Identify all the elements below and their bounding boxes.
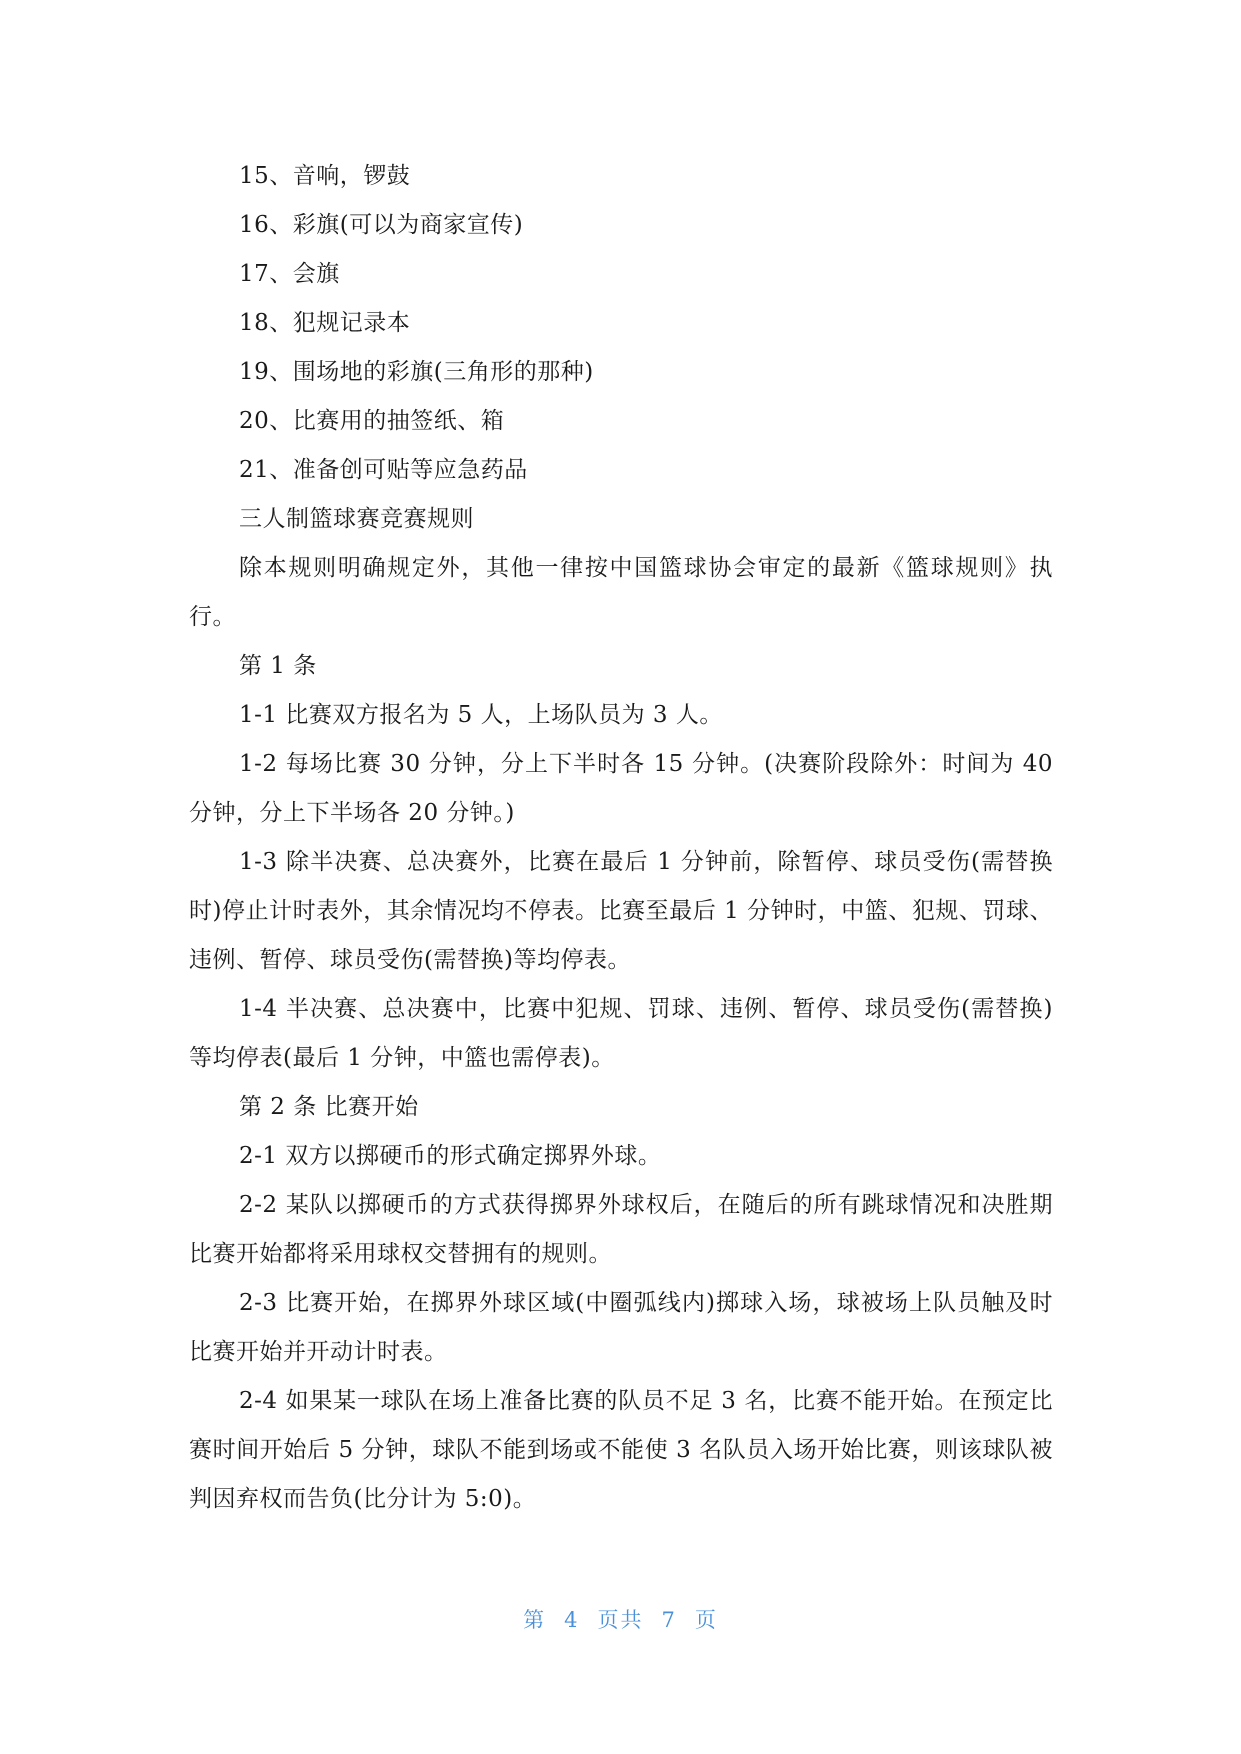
list-item: 18、犯规记录本	[239, 310, 411, 336]
list-item: 15、音响，锣鼓	[239, 163, 411, 189]
list-item: 21、准备创可贴等应急药品	[239, 457, 528, 483]
clause-2-2: 2-2 某队以掷硬币的方式获得掷界外球权后，在随后的所有跳球情况和决胜期比赛开始都将采用球权交替拥有的规则。	[189, 1192, 1053, 1267]
clause-2-4: 2-4 如果某一球队在场上准备比赛的队员不足 3 名，比赛不能开始。在预定比赛时间开始后 5 分钟，球队不能到场或不能使 3 名队员入场开始比赛，则该球队被判因弃权而告负(比分计为 5:0)。	[189, 1388, 1053, 1512]
clause-1-1: 1-1 比赛双方报名为 5 人，上场队员为 3 人。	[239, 702, 723, 728]
section-title: 三人制篮球赛竞赛规则	[239, 506, 474, 532]
clause-1-3: 1-3 除半决赛、总决赛外，比赛在最后 1 分钟前，除暂停、球员受伤(需替换时)停止计时表外，其余情况均不停表。比赛至最后 1 分钟时，中篮、犯规、罚球、违例、暂停、球员受伤(需替换)等均停表。	[189, 849, 1053, 973]
article-2-title: 第 2 条 比赛开始	[239, 1094, 419, 1120]
list-item: 19、围场地的彩旗(三角形的那种)	[239, 359, 594, 385]
clause-2-3: 2-3 比赛开始，在掷界外球区域(中圈弧线内)掷球入场，球被场上队员触及时比赛开始并开动计时表。	[189, 1290, 1053, 1365]
footer-prefix: 第	[523, 1608, 547, 1632]
clause-1-2: 1-2 每场比赛 30 分钟，分上下半时各 15 分钟。(决赛阶段除外：时间为 40 分钟，分上下半场各 20 分钟。)	[189, 751, 1053, 826]
list-item: 16、彩旗(可以为商家宣传)	[239, 212, 524, 238]
footer-total-pages: 7	[661, 1608, 677, 1632]
page-number-footer	[0, 1604, 1241, 1634]
article-1-title: 第 1 条	[239, 653, 317, 679]
footer-middle: 页共	[597, 1608, 644, 1632]
list-item: 20、比赛用的抽签纸、箱	[239, 408, 505, 434]
intro-paragraph: 除本规则明确规定外，其他一律按中国篮球协会审定的最新《篮球规则》执行。	[189, 555, 1053, 630]
clause-1-4: 1-4 半决赛、总决赛中，比赛中犯规、罚球、违例、暂停、球员受伤(需替换)等均停表(最后 1 分钟，中篮也需停表)。	[189, 996, 1053, 1071]
clause-2-1: 2-1 双方以掷硬币的形式确定掷界外球。	[239, 1143, 662, 1169]
footer-current-page: 4	[564, 1608, 580, 1632]
list-item: 17、会旗	[239, 261, 340, 287]
footer-suffix: 页	[694, 1608, 718, 1632]
document-body	[189, 152, 1053, 1524]
